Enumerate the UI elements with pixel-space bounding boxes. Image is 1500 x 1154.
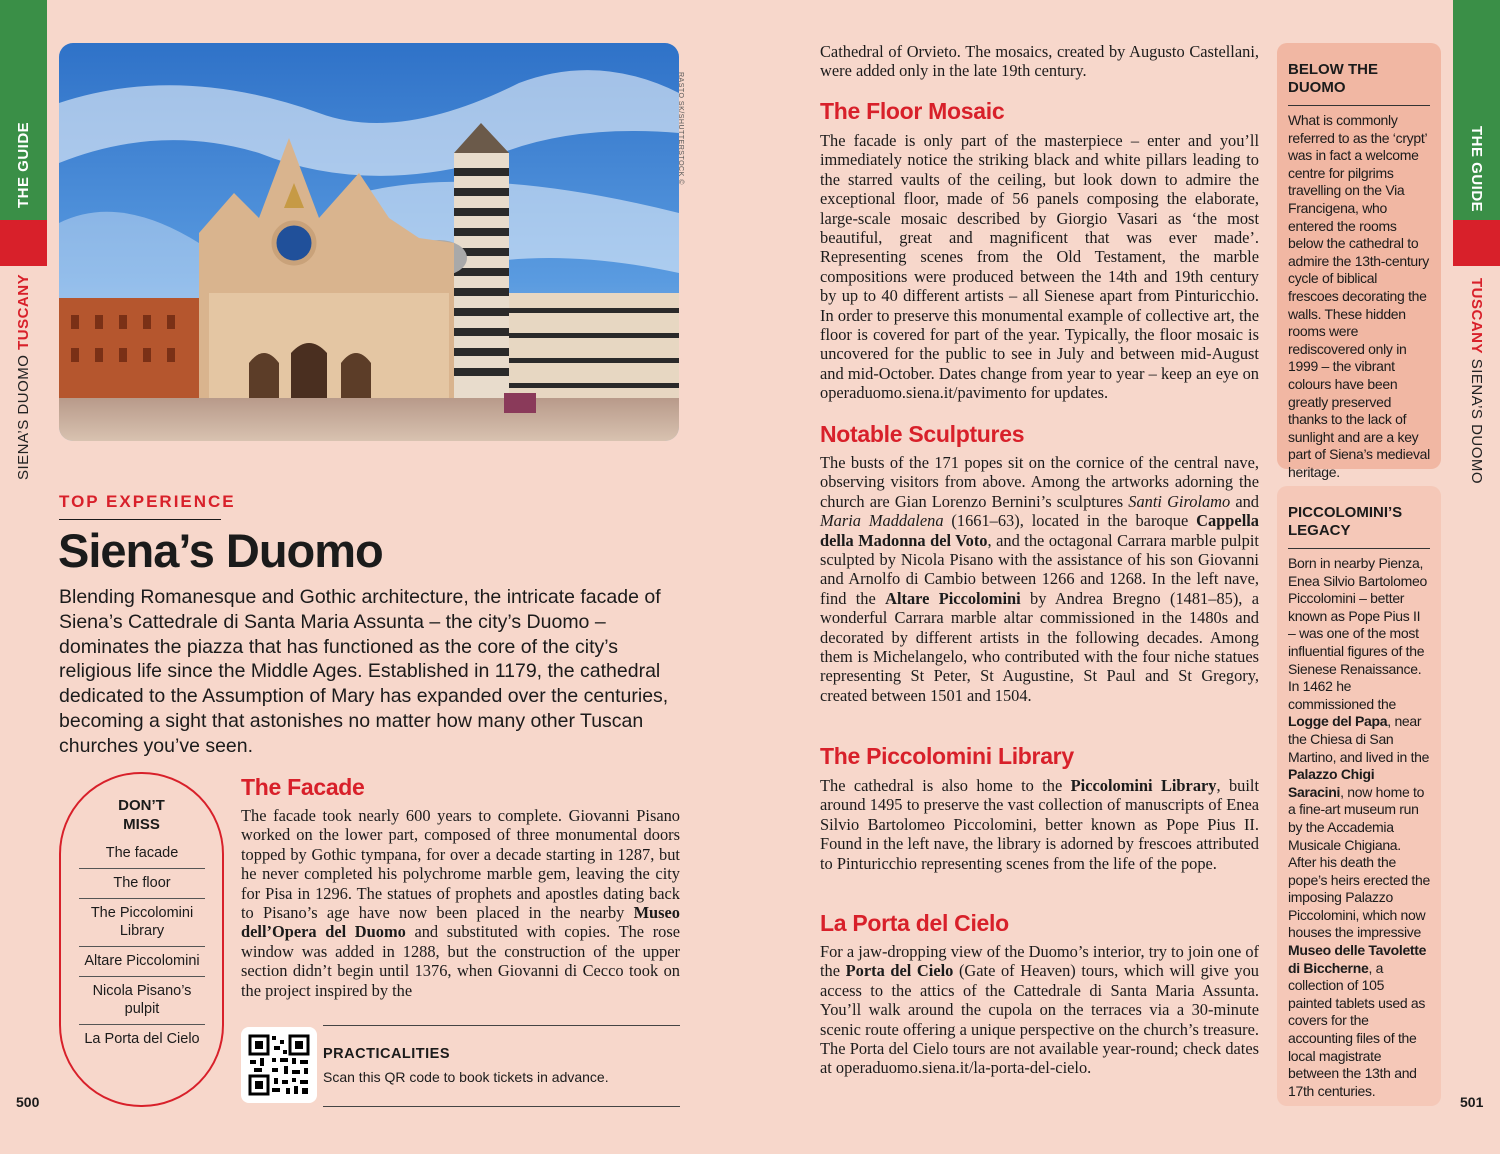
library-heading: The Piccolomini Library [820,743,1074,769]
dont-miss-title: DON’T MISS [118,797,165,833]
practicalities-text: Scan this QR code to book tickets in advance. [323,1069,609,1085]
porta-heading: La Porta del Cielo [820,910,1009,936]
porta-text: For a jaw-dropping view of the Duomo’s interior, try to join one of the Porta del Cielo (Gate of Heaven) tours, which will give you access to the attics of the Cattedrale di Santa Maria Assunta. You’ll walk around the cupola on the terraces via a 30-minute scenic route offering a unique perspective on the church’s treasure. The Porta del Cielo tours are not available year-round; check dates at operaduomo.siena.it/la-porta-del-cielo. [820,942,1259,1078]
page-title: Siena’s Duomo [58,524,383,577]
list-item: Nicola Pisano’s pulpit [79,976,205,1024]
kicker: TOP EXPERIENCE [59,492,236,511]
photo-credit: RASTO SK/SHUTTERSTOCK © [677,72,684,185]
list-item: La Porta del Cielo [79,1024,205,1054]
list-item: The Piccolomini Library [79,898,205,946]
region-label: TUSCANY [15,273,32,350]
below-duomo-title: BELOW THE DUOMO [1288,61,1430,106]
section-label: SIENA’S DUOMO [15,354,32,480]
cathedral-photo [59,43,679,441]
section-label-right: SIENA’S DUOMO [1468,358,1485,485]
legacy-title: PICCOLOMINI’S LEGACY [1288,504,1430,549]
page-number-right: 501 [1460,1094,1484,1110]
guide-tab-label-right: THE GUIDE [1468,126,1485,213]
facade-text: The facade took nearly 600 years to complete. Giovanni Pisano worked on the lower part, composed of three monumental doors topped by Gothic tympana, for over a decade starting in 1287, but he never completed his polychrome marble gem, leaving the city for Pisa in 1296. The statues of prophets and apostles dating back to Pisano’s age have now been placed in the nearby Museo dell’Opera del Duomo and substituted with copies. The rose window was added in 1288, but the construction of the upper section didn’t begin until 1376, when Giovanni di Cecco took on the project inspired by the [241,806,681,1000]
practicalities-title: PRACTICALITIES [323,1046,451,1062]
left-side-tab [0,0,47,1154]
facade-heading: The Facade [241,774,365,800]
library-text: The cathedral is also home to the Piccolomini Library, built around 1495 to preserve the vast collection of manuscripts of Enea Silvio Bartolomeo Piccolomini, better known as Pope Pius II. Found in the left nave, the library is adorned by frescoes attributed to Pinturicchio representing scenes from the life of the pope. [820,776,1260,873]
right-side-tab [1453,0,1500,1154]
legacy-text: Born in nearby Pienza, Enea Silvio Bartolomeo Piccolomini – better known as Pope Pius II – was one of the most influential figures of the Sienese Renaissance. In 1462 he commissioned the Logge del Papa, near the Chiesa di San Martino, and lived in the Palazzo Chigi Saracini, now home to a fine-art museum run by the Accademia Musicale Chigiana. After his death the pope’s heirs erected the imposing Palazzo Piccolomini, which now houses the impressive Museo delle Tavolette di Biccherne, a collection of 105 painted tablets used as covers for the accounting files of the local magistrate between the 13th and 17th centuries. [1288,555,1430,1099]
floor-heading: The Floor Mosaic [820,98,1005,124]
intro-paragraph: Blending Romanesque and Gothic architecture, the intricate facade of Siena’s Cattedrale di Santa Maria Assunta – the city’s Duomo – dominates the piazza that has functioned as the core of the city’s religious life since the Middle Ages. Established in 1179, the cathedral dedicated to the Assumption of Mary has expanded over the centuries, becoming a sight that astonishes no matter how many other Tuscan churches you’ve seen. [59,586,669,757]
dont-miss-list [79,839,205,1054]
sculptures-text: The busts of the 171 popes sit on the cornice of the central nave, observing visitors from above. Among the artworks adorning the church are Gian Lorenzo Bernini’s sculptures Santi Girolamo and Maria Maddalena (1661–63), located in the baroque Cappella della Madonna del Voto, and the octagonal Carrara marble pulpit sculpted by Nicola Pisano with the assistance of his son Giovanni and Arnolfo di Cambio between 1266 and 1268. In the left nave, find the Altare Piccolomini by Andrea Bregno (1481–85), a wonderful Carrara marble altar commissioned in the 1480s and decorated by different artists in the following decades. Among them is Michelangelo, who contributed with the four niche statues representing St Peter, St Augustine, St Paul and St Gregory, created between 1501 and 1504. [820,453,1260,705]
list-item: The floor [79,868,205,898]
qr-code-icon[interactable] [241,1027,317,1103]
practicalities-rule-bottom [323,1106,680,1107]
below-duomo-text: What is commonly referred to as the ‘crypt’ was in fact a welcome centre for pilgrims travelling on the Via Francigena, who entered the rooms below the cathedral to admire the 13th-century cycle of biblical frescoes decorating the walls. These hidden rooms were rediscovered only in 1999 – the vibrant colours have been greatly preserved thanks to the lack of sunlight and are a key part of Siena’s medieval heritage. [1288,112,1430,480]
floor-text: The facade is only part of the masterpiece – enter and you’ll immediately notice the striking black and white pillars leading to the starred vaults of the ceiling, but look down to admire the exceptional floor, made of 56 panels composing the elaborate, large-scale mosaic described by Giorgio Vasari as ‘the most beautiful, great and magnificent that was ever made’. Representing scenes from the Old Testament, the marble compositions were produced between the 14th and 19th century by up to 40 different artists – all Sienese apart from Pinturicchio. In order to preserve this monumental example of collective art, the floor is covered for part of the year. Typically, the floor mosaic is uncovered for the public to see in July and between mid-August and mid-October. Dates change from year to year – keep an eye on operaduomo.siena.it/pavimento for updates. [820,131,1259,403]
piccolomini-legacy-box [1277,486,1441,1106]
list-item: The facade [105,845,179,861]
list-item: Altare Piccolomini [79,946,205,976]
running-head [15,274,32,480]
continued-text: Cathedral of Orvieto. The mosaics, created by Augusto Castellani, were added only in the late 19th century. [820,42,1259,81]
region-label-right: TUSCANY [1468,278,1485,355]
practicalities-rule-top [323,1025,680,1026]
page-number-left: 500 [16,1094,40,1110]
running-head-right [1468,278,1485,484]
below-duomo-box [1277,43,1441,480]
sculptures-heading: Notable Sculptures [820,421,1025,447]
guide-tab-label: THE GUIDE [15,121,32,208]
dont-miss-box [59,772,224,1107]
kicker-rule [59,519,221,520]
